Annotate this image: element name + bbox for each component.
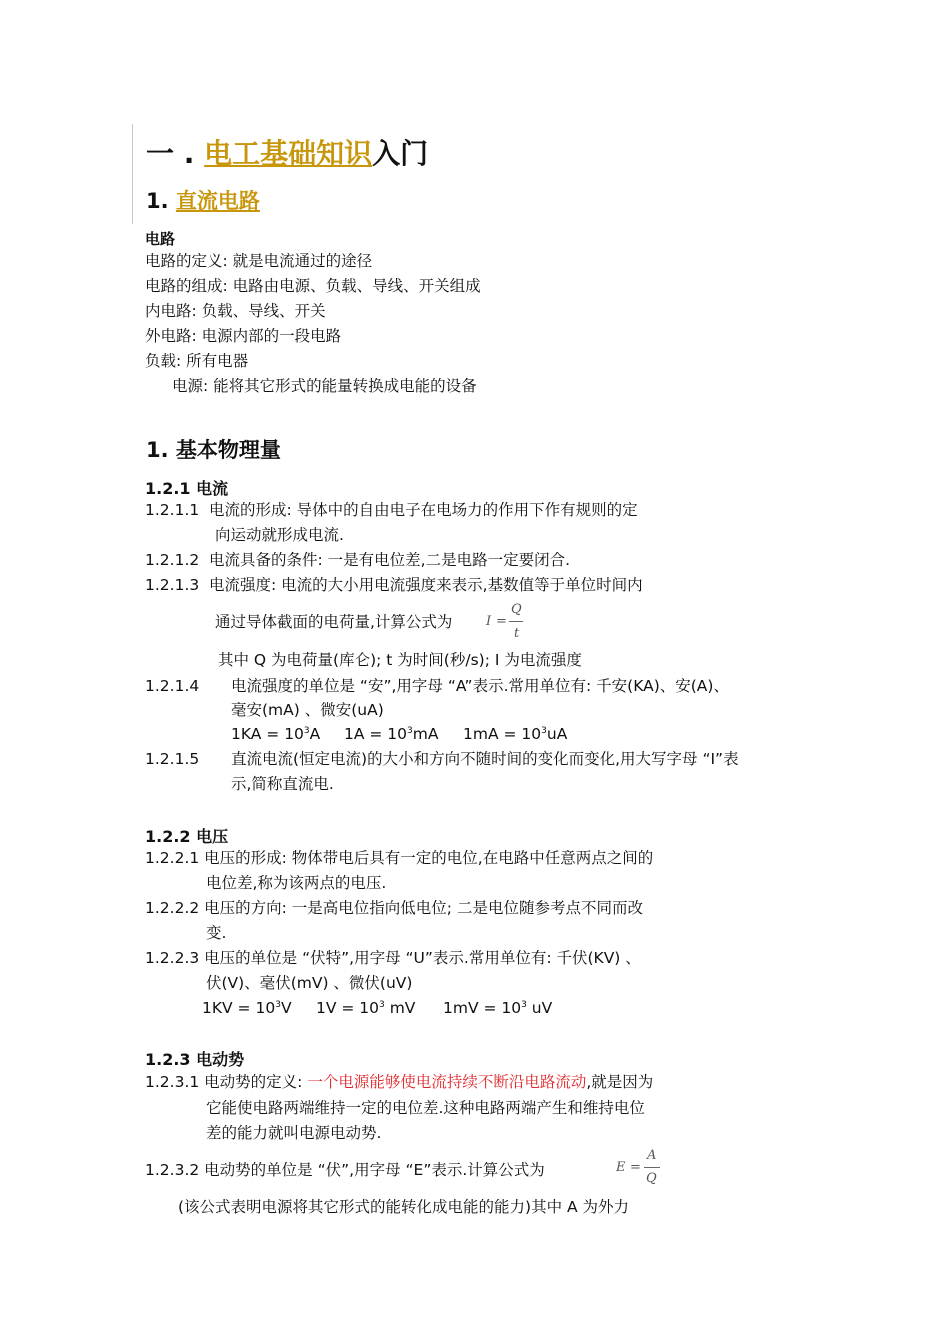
- item-text: 差的能力就叫电源电动势.: [206, 1124, 382, 1142]
- item-text: 1.2.2.2 电压的方向: 一是高电位指向低电位; 二是电位随参考点不同而改: [145, 899, 643, 917]
- item-text: 变.: [206, 924, 227, 942]
- subsection-current: 1.2.1 电流: [145, 479, 229, 498]
- emf-formula: [616, 1148, 662, 1192]
- item-number: 1.2.1.3: [145, 576, 200, 594]
- item-text: 电流强度: 电流的大小用电流强度来表示,基数值等于单位时间内: [209, 576, 643, 594]
- section-heading-basic-quantities: 1. 基本物理量: [146, 438, 281, 462]
- conv-base: 1mV = 10: [443, 999, 522, 1017]
- item-text: 示,简称直流电.: [231, 775, 334, 793]
- item-text: 电流强度的单位是 “安”,用字母 “A”表示.常用单位有: 千安(KA)、安(A)、: [231, 677, 729, 695]
- item-text: 电流的形成: 导体中的自由电子在电场力的作用下作有规则的定: [209, 501, 638, 519]
- item-text: 向运动就形成电流.: [215, 526, 344, 544]
- current-formula: [486, 600, 526, 644]
- emf-def-rest: ,就是因为: [586, 1073, 654, 1091]
- conv-exponent: 3: [541, 726, 547, 736]
- emf-highlight: 一个电源能够使电流持续不断沿电路流动: [307, 1073, 587, 1091]
- conv-base: 1KA = 10: [231, 725, 304, 743]
- item-text: 毫安(mA) 、微安(uA): [231, 701, 384, 719]
- conv-exponent: 3: [521, 1000, 527, 1010]
- subsection-voltage: 1.2.2 电压: [145, 827, 229, 846]
- circuit-line: 内电路: 负载、导线、开关: [145, 302, 326, 320]
- item-text: 通过导体截面的电荷量,计算公式为: [215, 613, 453, 631]
- title-link[interactable]: 电工基础知识: [204, 137, 373, 170]
- circuit-line: 电路的定义: 就是电流通过的途径: [145, 252, 373, 270]
- title-prefix: 一 .: [146, 137, 205, 170]
- item-number: 1.2.1.5: [145, 750, 200, 768]
- section-heading-dc-circuit: [146, 185, 260, 215]
- formula-lhs: I: [486, 614, 492, 629]
- unit-conversion: [202, 998, 292, 1018]
- item-text: 电位差,称为该两点的电压.: [206, 874, 387, 892]
- item-number: 1.2.1.2: [145, 551, 200, 569]
- item-text: 1.2.2.1 电压的形成: 物体带电后具有一定的电位,在电路中任意两点之间的: [145, 849, 654, 867]
- unit-conversion: [344, 724, 438, 744]
- item-text: 伏(V)、毫伏(mV) 、微伏(uV): [206, 974, 413, 992]
- page-title: [146, 132, 428, 172]
- conv-exponent: 3: [303, 726, 310, 736]
- item-text: 电流具备的条件: 一是有电位差,二是电路一定要闭合.: [209, 551, 571, 569]
- conv-base: 1KV = 10: [202, 999, 276, 1017]
- conv-exponent: 3: [275, 1000, 281, 1010]
- formula-numerator: A: [647, 1148, 657, 1163]
- item-text: 其中 Q 为电荷量(库仑); t 为时间(秒/s); I 为电流强度: [218, 651, 582, 669]
- formula-denominator: Q: [646, 1171, 657, 1186]
- item-number: 1.2.1.1: [145, 501, 200, 519]
- conv-base: 1V = 10: [316, 999, 380, 1017]
- fraction-bar: [644, 1167, 660, 1168]
- circuit-line: 电源: 能将其它形式的能量转换成电能的设备: [172, 377, 477, 395]
- item-text: (该公式表明电源将其它形式的能转化成电能的能力)其中 A 为外力: [178, 1198, 630, 1216]
- conv-unit: mA: [412, 725, 439, 743]
- item-text: 直流电流(恒定电流)的大小和方向不随时间的变化而变化,用大写字母 “I”表: [231, 750, 739, 768]
- circuit-line: 负载: 所有电器: [145, 352, 249, 370]
- section-link[interactable]: 直流电路: [175, 189, 260, 213]
- item-number: 1.2.1.4: [145, 677, 200, 695]
- conv-exponent: 3: [407, 726, 413, 736]
- formula-equals: =: [496, 614, 507, 629]
- conv-base: 1A = 10: [344, 725, 408, 743]
- emf-def-label: 1.2.3.1 电动势的定义:: [145, 1073, 308, 1091]
- conv-exponent: 3: [379, 1000, 385, 1010]
- subsection-emf: 1.2.3 电动势: [145, 1050, 245, 1069]
- unit-conversion: [316, 998, 415, 1018]
- conv-unit: uV: [526, 999, 553, 1017]
- section-number: 1.: [146, 189, 176, 213]
- item-text: 1.2.2.3 电压的单位是 “伏特”,用字母 “U”表示.常用单位有: 千伏(KV) 、: [145, 949, 641, 967]
- circuit-line: 电路的组成: 电路由电源、负载、导线、开关组成: [145, 277, 481, 295]
- item-text: [145, 1072, 653, 1092]
- title-suffix: 入门: [372, 137, 429, 170]
- unit-conversion: [231, 724, 320, 744]
- formula-equals: =: [630, 1160, 641, 1175]
- conv-base: 1mA = 10: [463, 725, 542, 743]
- unit-conversion: [443, 998, 552, 1018]
- margin-rule: [132, 124, 133, 224]
- formula-numerator: Q: [511, 602, 522, 617]
- conv-unit: A: [309, 725, 321, 743]
- conv-unit: V: [280, 999, 292, 1017]
- item-text: 1.2.3.2 电动势的单位是 “伏”,用字母 “E”表示.计算公式为: [145, 1161, 545, 1179]
- conv-unit: mV: [384, 999, 416, 1017]
- unit-conversion: [463, 724, 567, 744]
- formula-lhs: E: [616, 1160, 626, 1175]
- fraction-bar: [509, 621, 523, 622]
- conv-unit: uA: [546, 725, 568, 743]
- circuit-line: 外电路: 电源内部的一段电路: [145, 327, 342, 345]
- circuit-label: 电路: [145, 230, 176, 248]
- item-text: 它能使电路两端维持一定的电位差.这种电路两端产生和维持电位: [206, 1099, 645, 1117]
- formula-denominator: t: [514, 626, 520, 641]
